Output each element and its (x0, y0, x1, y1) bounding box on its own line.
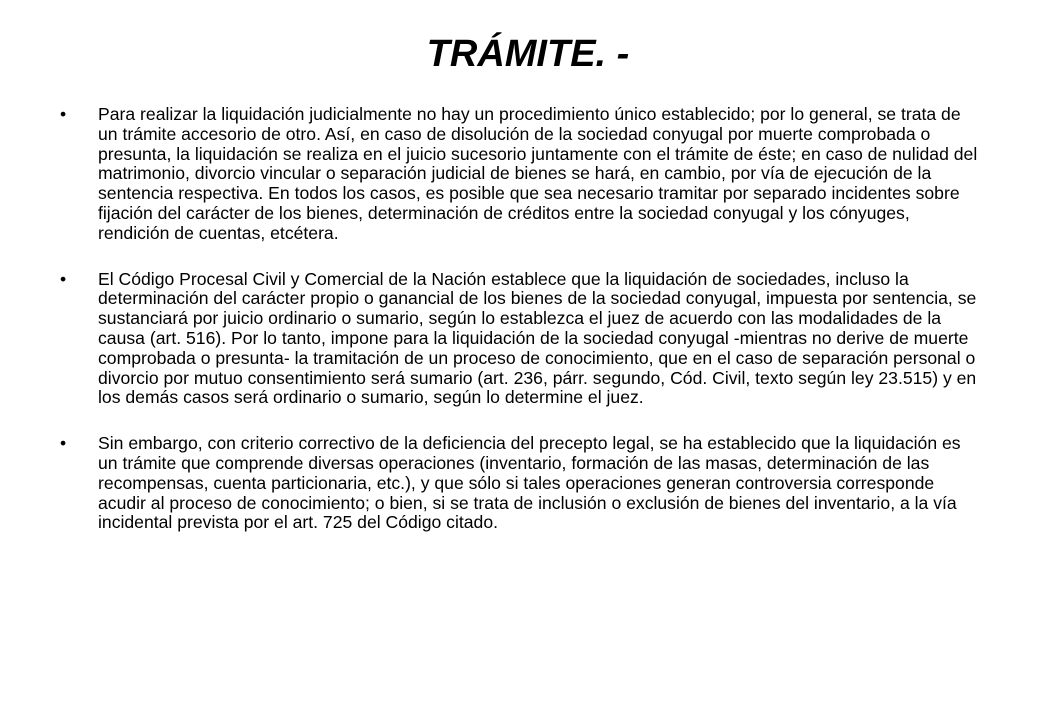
bullet-text: Para realizar la liquidación judicialmente no hay un procedimiento único establecido; por lo general, se trata de un trámite accesorio de otro. Así, en caso de disolución de la sociedad conyugal por muerte comprobada o presunta, la liquidación se realiza en el juicio sucesorio juntamente con el trámite de éste; en caso de nulidad del matrimonio, divorcio vincular o separación judicial de bienes se hará, en cambio, por vía de ejecución de la sentencia respectiva. En todos los casos, es posible que sea necesario tramitar por separado incidentes sobre fijación del carácter de los bienes, determinación de créditos entre la sociedad conyugal y los cónyuges, rendición de cuentas, etcétera. (98, 104, 978, 243)
bullet-text: El Código Procesal Civil y Comercial de la Nación establece que la liquidación de sociedades, incluso la determinación del carácter propio o ganancial de los bienes de la sociedad conyugal, impuesta por sentencia, se sustanciará por juicio ordinario o sumario, según lo establezca el juez de acuerdo con las modalidades de la causa (art. 516). Por lo tanto, impone para la liquidación de la sociedad conyugal -mientras no derive de muerte comprobada o presunta- la tramitación de un proceso de conocimiento, que en el caso de separación personal o divorcio por mutuo consentimiento será sumario (art. 236, párr. segundo, Cód. Civil, texto según ley 23.515) y en los demás casos será ordinario o sumario, según lo determine el juez. (98, 268, 977, 408)
bullet-item-3 (60, 434, 978, 533)
bullet-icon: • (60, 268, 67, 289)
bullet-text: Sin embargo, con criterio correctivo de la deficiencia del precepto legal, se ha establecido que la liquidación es un trámite que comprende diversas operaciones (inventario, formación de las masas, determinación de las recompensas, cuenta particionaria, etc.), y que sólo si tales operaciones generan controversia corresponde acudir al proceso de conocimiento; o bien, si se trata de inclusión o exclusión de bienes del inventario, a la vía incidental prevista por el art. 725 del Código citado. (98, 433, 961, 533)
bullet-icon: • (60, 433, 67, 454)
bullet-list (60, 105, 978, 559)
bullet-item-2 (60, 270, 978, 409)
bullet-icon: • (60, 104, 67, 124)
bullet-item-1 (60, 105, 978, 244)
slide-title: TRÁMITE. - (426, 33, 630, 75)
